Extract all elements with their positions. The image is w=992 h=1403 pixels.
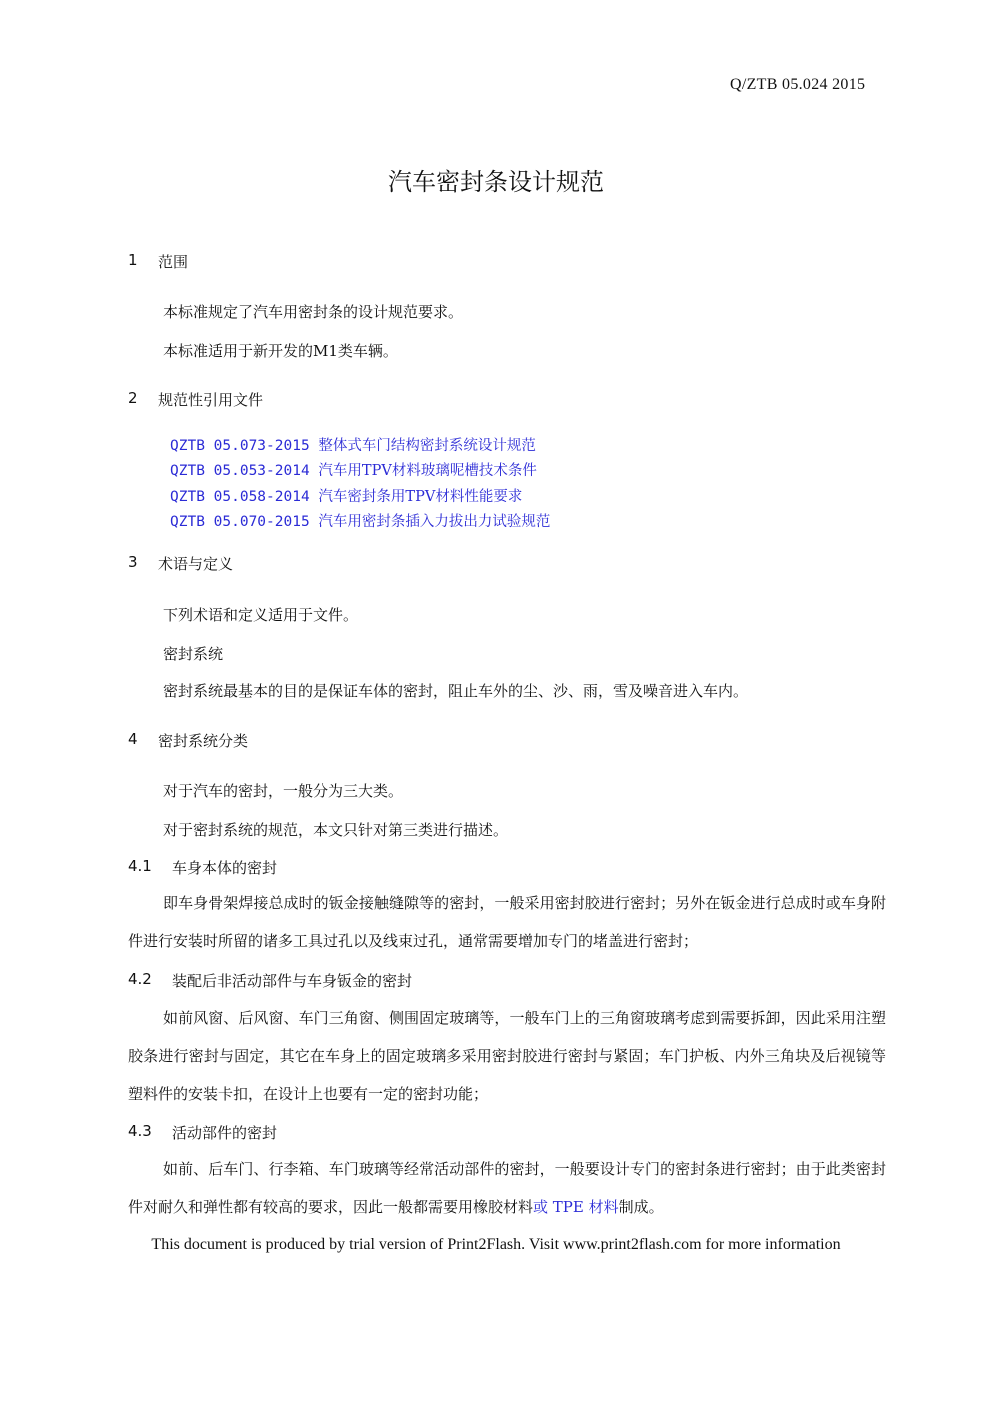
subsection-4-2-title: 装配后非活动部件与车身钣金的密封 [172,972,413,990]
reference-name: 整体式车门结构密封系统设计规范 [318,438,536,454]
subsection-4-3-title: 活动部件的密封 [172,1124,278,1142]
subsection-4-1-number: 4.1 [128,857,152,875]
reference-code: QZTB 05.053-2014 [170,463,310,479]
subsection-4-1-title: 车身本体的密封 [172,859,278,877]
reference-code: QZTB 05.070-2015 [170,514,310,530]
document-title: 汽车密封条设计规范 [388,168,604,196]
section-4-paragraph: 对于密封系统的规范，本文只针对第三类进行描述。 [163,821,509,839]
reference-item[interactable] [170,434,536,455]
reference-item[interactable] [170,485,522,506]
section-2-number: 2 [128,389,138,407]
section-1-number: 1 [128,251,138,269]
term-definition: 密封系统最基本的目的是保证车体的密封，阻止车外的尘、沙、雨，雪及噪音进入车内。 [163,682,749,700]
subsection-4-2-number: 4.2 [128,970,152,988]
reference-code: QZTB 05.073-2015 [170,438,310,454]
subsection-4-3-text-end: 制成。 [618,1198,664,1216]
reference-name: 汽车密封条用TPV材料性能要求 [318,489,523,505]
section-3-title: 术语与定义 [158,555,234,573]
reference-item[interactable] [170,459,537,480]
reference-name: 汽车用TPV材料玻璃呢槽技术条件 [318,463,537,479]
section-1-title: 范围 [158,253,189,271]
section-3-intro: 下列术语和定义适用于文件。 [163,606,359,624]
reference-code: QZTB 05.058-2014 [170,489,310,505]
section-4-paragraph: 对于汽车的密封，一般分为三大类。 [163,782,404,800]
document-code: Q/ZTB 05.024 2015 [730,76,866,93]
material-link[interactable]: 或 TPE 材料 [533,1198,619,1216]
section-1-paragraph: 本标准适用于新开发的M1类车辆。 [163,342,398,360]
subsection-4-3-text [128,1150,886,1226]
subsection-4-3-text-main: 如前、后车门、行李箱、车门玻璃等经常活动部件的密封，一般要设计专门的密封条进行密封；由于此类密封件对耐久和弹性都有较高的要求，因此一般都需要用橡胶材料 [128,1160,886,1216]
trial-watermark-footer: This document is produced by trial version of Print2Flash. Visit www.print2flash.com for more information [151,1236,841,1253]
section-1-paragraph: 本标准规定了汽车用密封条的设计规范要求。 [163,303,464,321]
reference-item[interactable] [170,510,550,531]
subsection-4-2-text: 如前风窗、后风窗、车门三角窗、侧围固定玻璃等，一般车门上的三角窗玻璃考虑到需要拆卸，因此采用注塑胶条进行密封与固定，其它在车身上的固定玻璃多采用密封胶进行密封与紧固；车门护板、内外三角块及后视镜等塑料件的安装卡扣，在设计上也要有一定的密封功能； [128,1009,886,1103]
section-2-title: 规范性引用文件 [158,391,264,409]
section-4-title: 密封系统分类 [158,732,249,750]
reference-name: 汽车用密封条插入力拔出力试验规范 [318,514,551,530]
section-3-number: 3 [128,553,138,571]
term-heading: 密封系统 [163,645,224,663]
subsection-4-1-text: 即车身骨架焊接总成时的钣金接触缝隙等的密封，一般采用密封胶进行密封；另外在钣金进行总成时或车身附件进行安装时所留的诸多工具过孔以及线束过孔，通常需要增加专门的堵盖进行密封； [128,894,886,950]
subsection-4-3-number: 4.3 [128,1122,152,1140]
section-4-number: 4 [128,730,138,748]
